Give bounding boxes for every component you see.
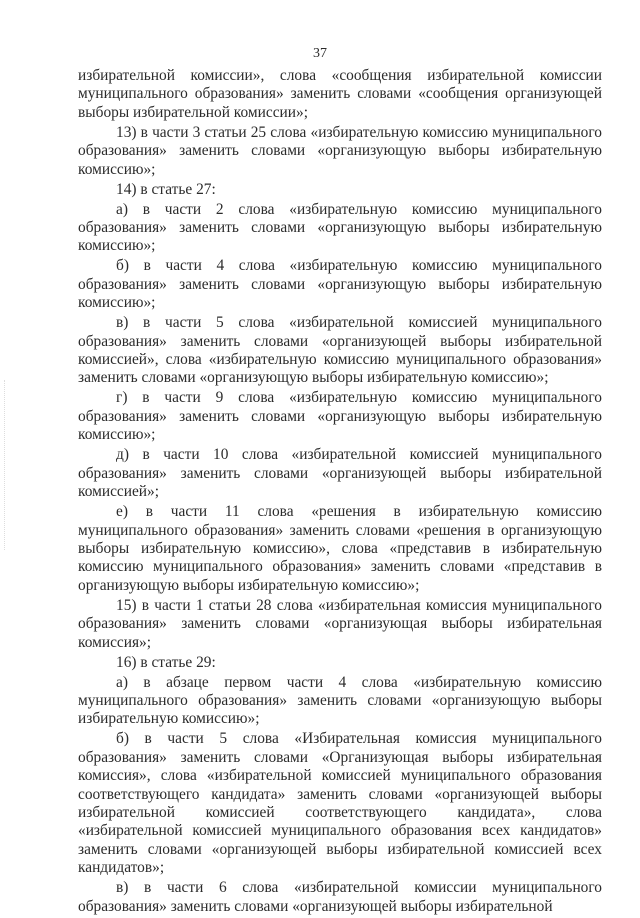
paragraph: в) в части 5 слова «избирательной комиссией муниципального образования» заменить словами «организующей выборы избирательной комиссией», слова «избирательную комиссию муниципального образования» заменить словами «организующую выборы избирательную комиссию»; <box>78 314 602 387</box>
paragraph: б) в части 4 слова «избирательную комиссию муниципального образования» заменить словами «организующую выборы избирательную комиссию»; <box>78 257 602 312</box>
paragraph: в) в части 6 слова «избирательной комиссии муниципального образования» заменить словами «организующей выборы избирательной <box>78 879 602 915</box>
paragraph: 14) в статье 27: <box>116 180 216 198</box>
scan-artifact <box>4 380 7 550</box>
paragraph: избирательной комиссии», слова «сообщения избирательной комиссии муниципального образования» заменить словами «сообщения организующей выборы избирательной комиссии»; <box>78 67 602 121</box>
paragraph: е) в части 11 слова «решения в избирательную комиссию муниципального образования» заменить словами «решения в организующую выборы избирательную комиссию», слова «представив в избирательную комиссию муниципального образования» заменить словами «представив в организующую выборы избирательную комиссию»; <box>78 503 602 594</box>
paragraph: а) в части 2 слова «избирательную комиссию муниципального образования» заменить словами «организующую выборы избирательную комиссию»; <box>78 200 602 255</box>
paragraph: б) в части 5 слова «Избирательная комиссия муниципального образования» заменить словами «Организующая выборы избирательная комиссия», слова «избирательной комиссией муниципального образования соответствующего кандидата» заменить словами «организующей выборы избирательной комиссией соответствующего кандидата», слова «избирательной комиссией муниципального образования всех кандидатов» заменить словами «организующей выборы избирательной комиссией всех кандидатов»; <box>78 730 602 877</box>
document-body <box>78 67 602 918</box>
paragraph: 16) в статье 29: <box>116 653 216 671</box>
paragraph: а) в абзаце первом части 4 слова «избирательную комиссию муниципального образования» заменить словами «организующую выборы избирательную комиссию»; <box>78 673 602 728</box>
paragraph: г) в части 9 слова «избирательную комиссию муниципального образования» заменить словами «организующую выборы избирательную комиссию»; <box>78 389 602 444</box>
paragraph: 13) в части 3 статьи 25 слова «избирательную комиссию муниципального образования» заменить словами «организующую выборы избирательную комиссию»; <box>78 123 602 178</box>
page-number: 37 <box>313 46 327 61</box>
paragraph: 15) в части 1 статьи 28 слова «избирательная комиссия муниципального образования» заменить словами «организующая выборы избирательная комиссия»; <box>78 596 602 651</box>
paragraph: д) в части 10 слова «избирательной комиссией муниципального образования» заменить словами «организующей выборы избирательной комиссией»; <box>78 446 602 501</box>
